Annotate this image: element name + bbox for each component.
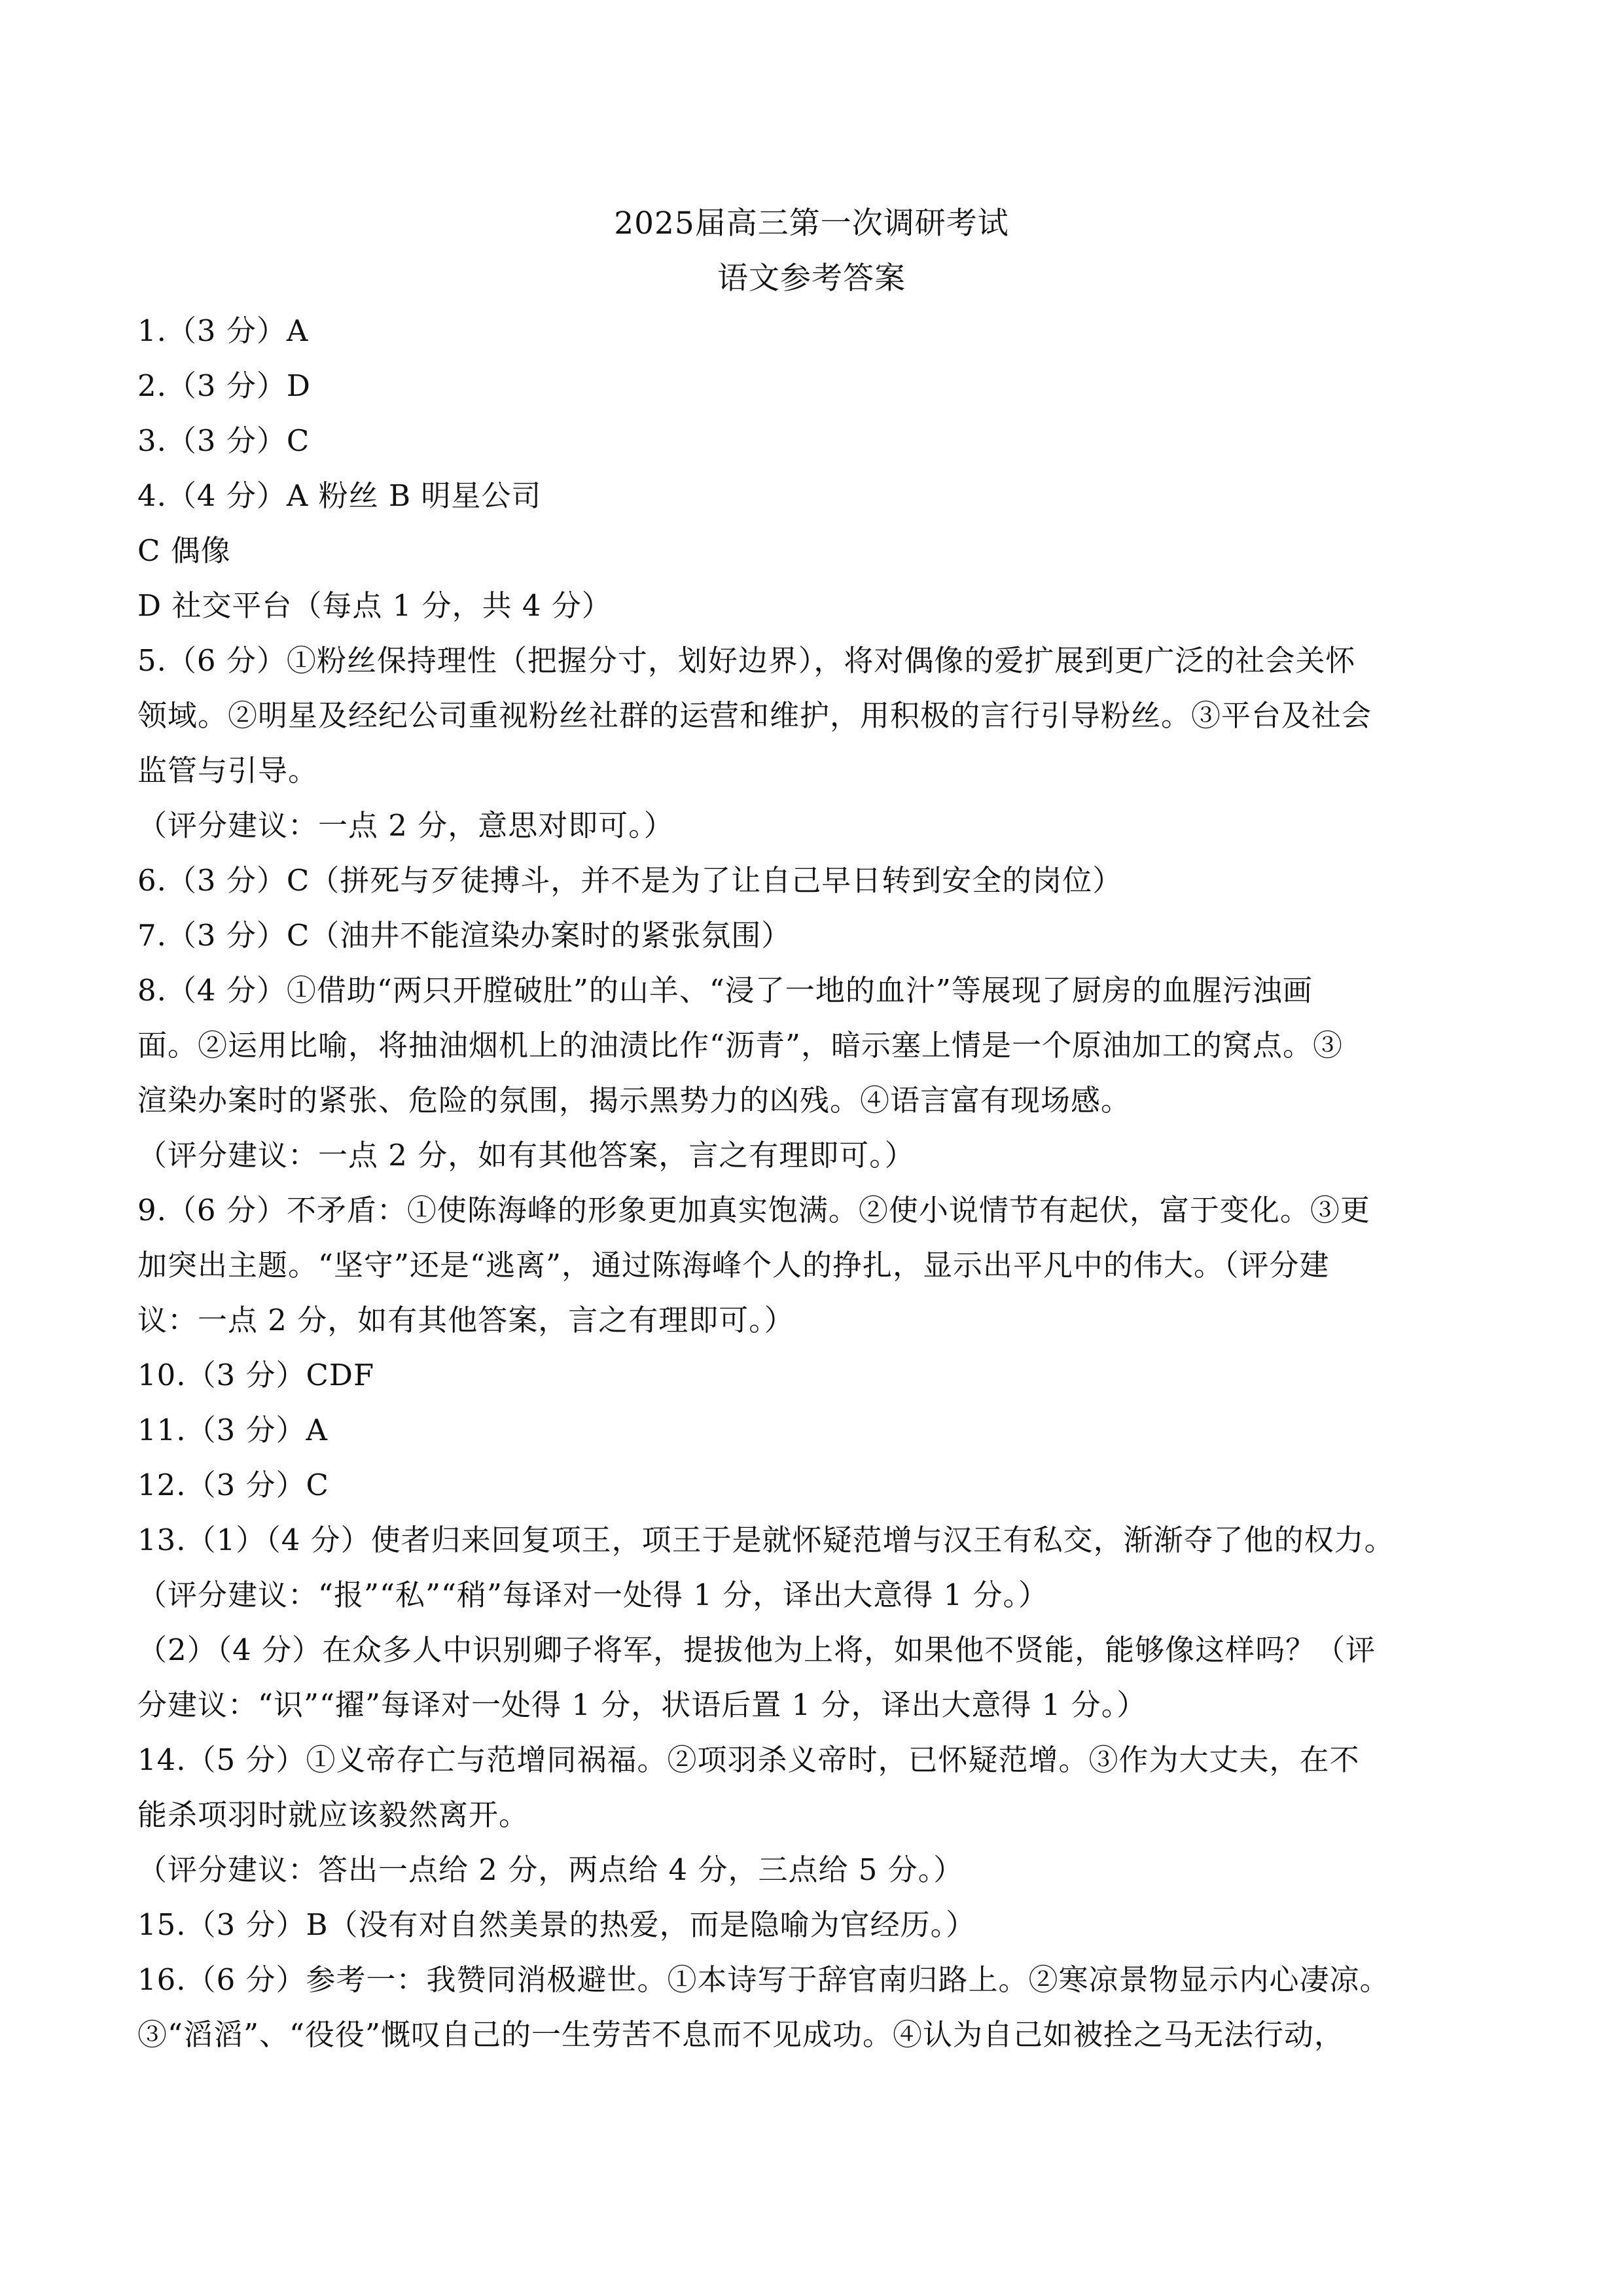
answer-body <box>137 304 1487 2062</box>
answer-line: 4.（4 分）A 粉丝 B 明星公司 <box>137 478 542 513</box>
title-block <box>0 196 1623 306</box>
answer-line: 监管与引导。 <box>137 753 319 788</box>
answer-line: 能杀项羽时就应该毅然离开。 <box>137 1797 529 1832</box>
answer-line: 加突出主题。“坚守”还是“逃离”，通过陈海峰个人的挣扎，显示出平凡中的伟大。（评分建 <box>137 1248 1330 1282</box>
scoring-note: （评分建议：答出一点给 2 分，两点给 4 分，三点给 5 分。） <box>137 1852 964 1887</box>
answer-line: 11.（3 分）A <box>137 1413 328 1447</box>
scoring-note: （评分建议：“报”“私”“稍”每译对一处得 1 分，译出大意得 1 分。） <box>137 1578 1049 1612</box>
answer-line: ③“滔滔”、“役役”慨叹自己的一生劳苦不息而不见成功。④认为自己如被拴之马无法行动， <box>137 2017 1345 2052</box>
answer-line: 1.（3 分）A <box>137 313 309 348</box>
page-subtitle: 语文参考答案 <box>717 260 906 296</box>
answer-line: 领域。②明星及经纪公司重视粉丝社群的运营和维护，用积极的言行引导粉丝。③平台及社会 <box>137 698 1372 733</box>
answer-line: 5.（6 分）①粉丝保持理性（把握分寸，划好边界），将对偶像的爱扩展到更广泛的社会关怀 <box>137 643 1356 678</box>
scoring-note: （评分建议：一点 2 分，如有其他答案，言之有理即可。） <box>137 1138 915 1173</box>
answer-line: 3.（3 分）C <box>137 423 310 458</box>
answer-line: C 偶像 <box>137 533 231 568</box>
answer-line: 6.（3 分）C（拼死与歹徒搏斗，并不是为了让自己早日转到安全的岗位） <box>137 863 1123 898</box>
answer-line: 2.（3 分）D <box>137 368 311 403</box>
answer-line: 渲染办案时的紧张、危险的氛围，揭示黑势力的凶残。④语言富有现场感。 <box>137 1083 1132 1118</box>
answer-line: D 社交平台（每点 1 分，共 4 分） <box>137 588 612 623</box>
answer-line: 9.（6 分）不矛盾：①使陈海峰的形象更加真实饱满。②使小说情节有起伏，富于变化。③更 <box>137 1193 1370 1227</box>
answer-line: 面。②运用比喻，将抽油烟机上的油渍比作“沥青”，暗示塞上情是一个原油加工的窝点。③ <box>137 1028 1344 1063</box>
answer-line: 16.（6 分）参考一：我赞同消极避世。①本诗写于辞官南归路上。②寒凉景物显示内心凄凉。 <box>137 1962 1390 1997</box>
answer-line: 议：一点 2 分，如有其他答案，言之有理即可。） <box>137 1303 794 1337</box>
answer-line: 7.（3 分）C（油井不能渲染办案时的紧张氛围） <box>137 918 792 953</box>
answer-line: 15.（3 分）B（没有对自然美景的热爱，而是隐喻为官经历。） <box>137 1907 976 1942</box>
answer-line: 10.（3 分）CDF <box>137 1358 375 1392</box>
scoring-note: （评分建议：一点 2 分，意思对即可。） <box>137 808 674 843</box>
page-title: 2025届高三第一次调研考试 <box>614 205 1009 241</box>
answer-line: 分建议：“识”“擢”每译对一处得 1 分，状语后置 1 分，译出大意得 1 分。） <box>137 1687 1147 1722</box>
answer-line: 13.（1）（4 分）使者归来回复项王，项王于是就怀疑范增与汉王有私交，渐渐夺了他的权力。 <box>137 1523 1395 1557</box>
answer-line: 8.（4 分）①借助“两只开膛破肚”的山羊、“浸了一地的血汁”等展现了厨房的血腥污浊画 <box>137 973 1313 1008</box>
answer-line: 14.（5 分）①义帝存亡与范增同祸福。②项羽杀义帝时，已怀疑范增。③作为大丈夫，在不 <box>137 1742 1360 1777</box>
answer-line: （2）（4 分）在众多人中识别卿子将军，提拔他为上将，如果他不贤能，能够像这样吗？（评 <box>137 1633 1376 1667</box>
answer-line: 12.（3 分）C <box>137 1468 329 1502</box>
